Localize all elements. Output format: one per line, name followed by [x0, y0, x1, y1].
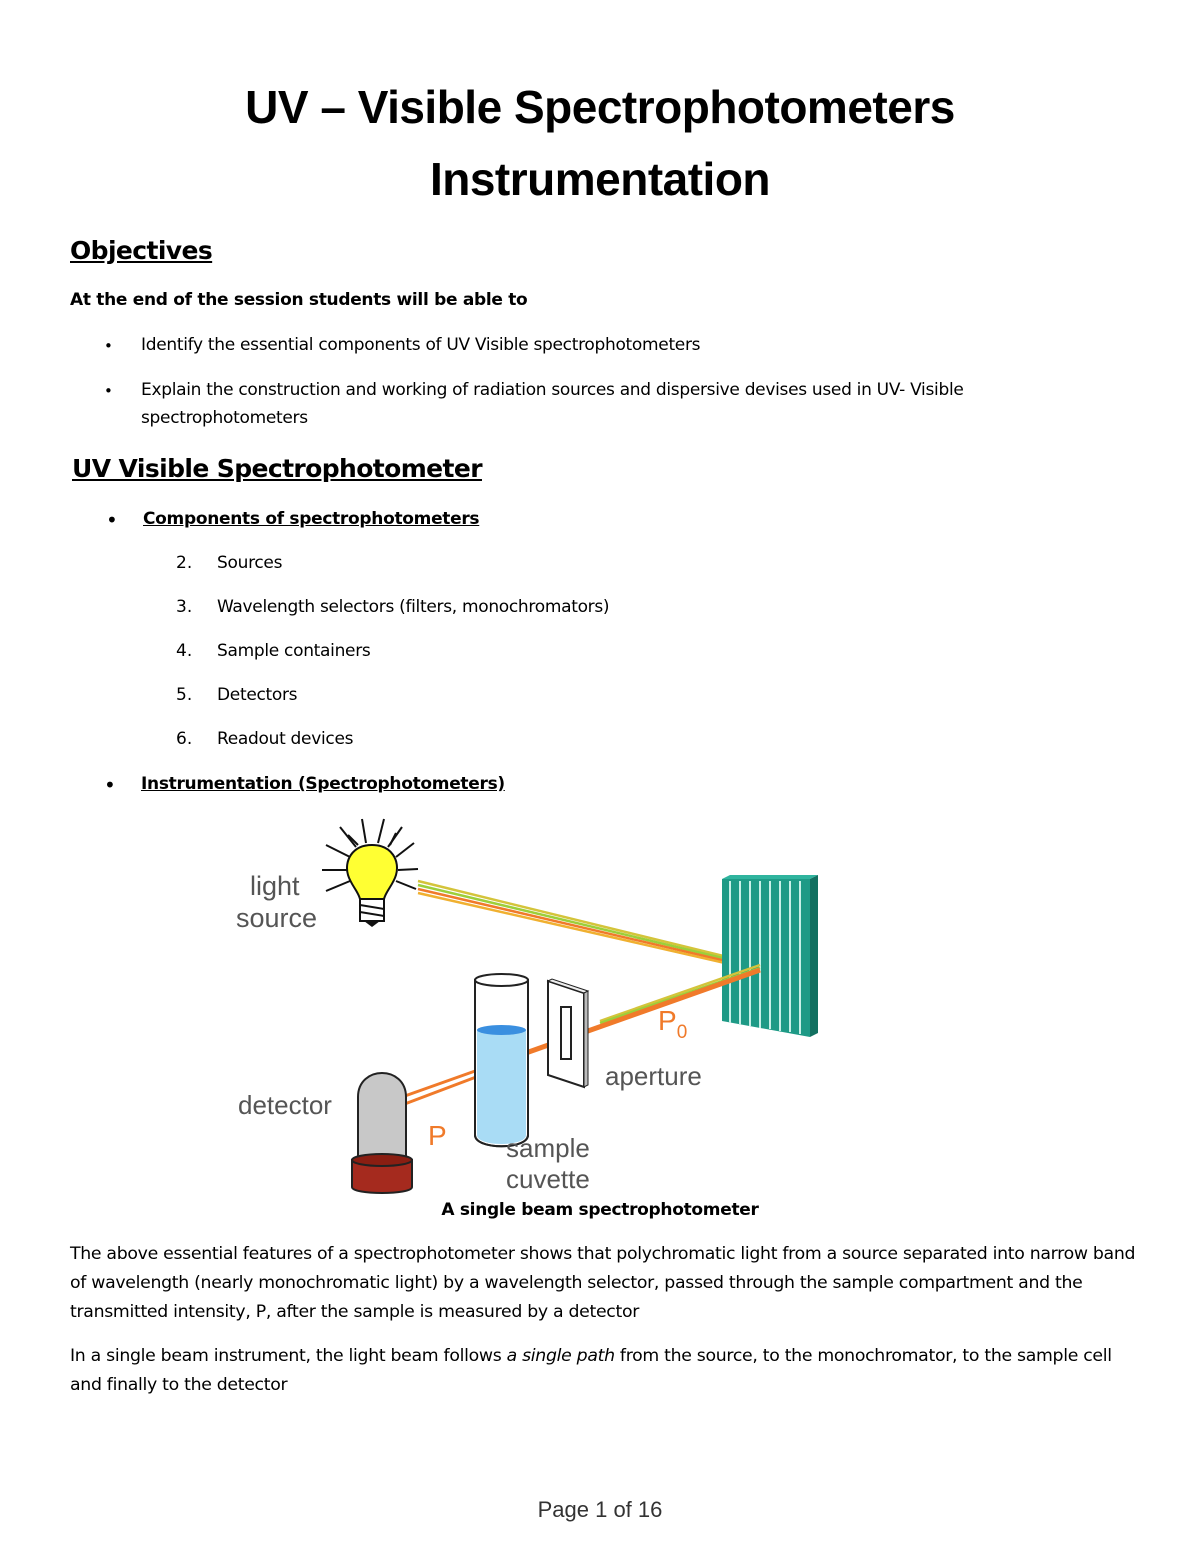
label-light: light — [250, 871, 300, 901]
list-number: 6. — [176, 729, 193, 749]
component-item: Detectors — [217, 685, 298, 705]
component-item: Sources — [217, 553, 283, 573]
objectives-heading: Objectives — [70, 236, 213, 265]
paragraph-2-part2: from the source, to the monochromator, to the sample cell and finally to the detector — [70, 1346, 1112, 1395]
component-item: Readout devices — [217, 729, 354, 749]
label-cuvette: cuvette — [506, 1164, 590, 1194]
diagram-caption: A single beam spectrophotometer — [441, 1200, 759, 1220]
label-p: P — [428, 1120, 447, 1151]
objective-item: Explain the construction and working of radiation sources and dispersive devises used in UV- Visible — [141, 380, 964, 400]
bullet-icon: • — [104, 773, 116, 797]
label-source: source — [236, 903, 318, 933]
component-item: Wavelength selectors (filters, monochromators) — [217, 597, 610, 617]
polychromatic-beam — [418, 881, 760, 971]
list-number: 4. — [176, 641, 193, 661]
label-p0-subscript: 0 — [676, 1022, 688, 1043]
label-aperture: aperture — [605, 1061, 702, 1091]
detector-icon — [352, 1073, 412, 1193]
paragraph-2 — [70, 1342, 1140, 1400]
components-heading: Components of spectrophotometers — [143, 509, 480, 529]
sample-cuvette — [475, 974, 528, 1146]
diffraction-grating — [722, 875, 818, 1037]
section-heading: UV Visible Spectrophotometer — [72, 454, 482, 483]
bullet-icon: • — [106, 508, 118, 532]
list-number: 3. — [176, 597, 193, 617]
page-number: Page 1 of 16 — [537, 1497, 663, 1522]
label-p0 — [658, 1005, 687, 1043]
page-title-line2: Instrumentation — [429, 153, 771, 205]
paragraph-1: The above essential features of a spectrophotometer shows that polychromatic light from a source separated into narrow band of wavelength (nearly monochromatic light) by a wavelength selector, passed through the sample compartment and the transmitted intensity, P, after the sample is measured by a detector — [70, 1244, 1136, 1322]
paragraph-2-part1: In a single beam instrument, the light beam follows — [70, 1346, 507, 1366]
bullet-icon: • — [104, 337, 113, 355]
objective-item: Identify the essential components of UV Visible spectrophotometers — [141, 335, 701, 355]
bullet-icon: • — [104, 382, 113, 400]
page-title-line1: UV – Visible Spectrophotometers — [245, 81, 955, 133]
list-number: 2. — [176, 553, 193, 573]
monochromatic-beam-p0 — [492, 970, 760, 1065]
instrumentation-heading: Instrumentation (Spectrophotometers) — [141, 774, 505, 794]
spectrophotometer-diagram — [220, 815, 840, 1200]
list-number: 5. — [176, 685, 193, 705]
aperture-slit — [548, 979, 588, 1087]
objective-item-continued: spectrophotometers — [141, 408, 308, 428]
label-p0-main: P — [658, 1005, 677, 1036]
light-bulb-icon — [347, 845, 397, 927]
paragraph-2-emphasis: a single path — [506, 1346, 615, 1366]
label-detector: detector — [238, 1090, 332, 1120]
objectives-intro: At the end of the session students will be able to — [70, 290, 528, 310]
component-item: Sample containers — [217, 641, 371, 661]
label-sample: sample — [506, 1133, 590, 1163]
